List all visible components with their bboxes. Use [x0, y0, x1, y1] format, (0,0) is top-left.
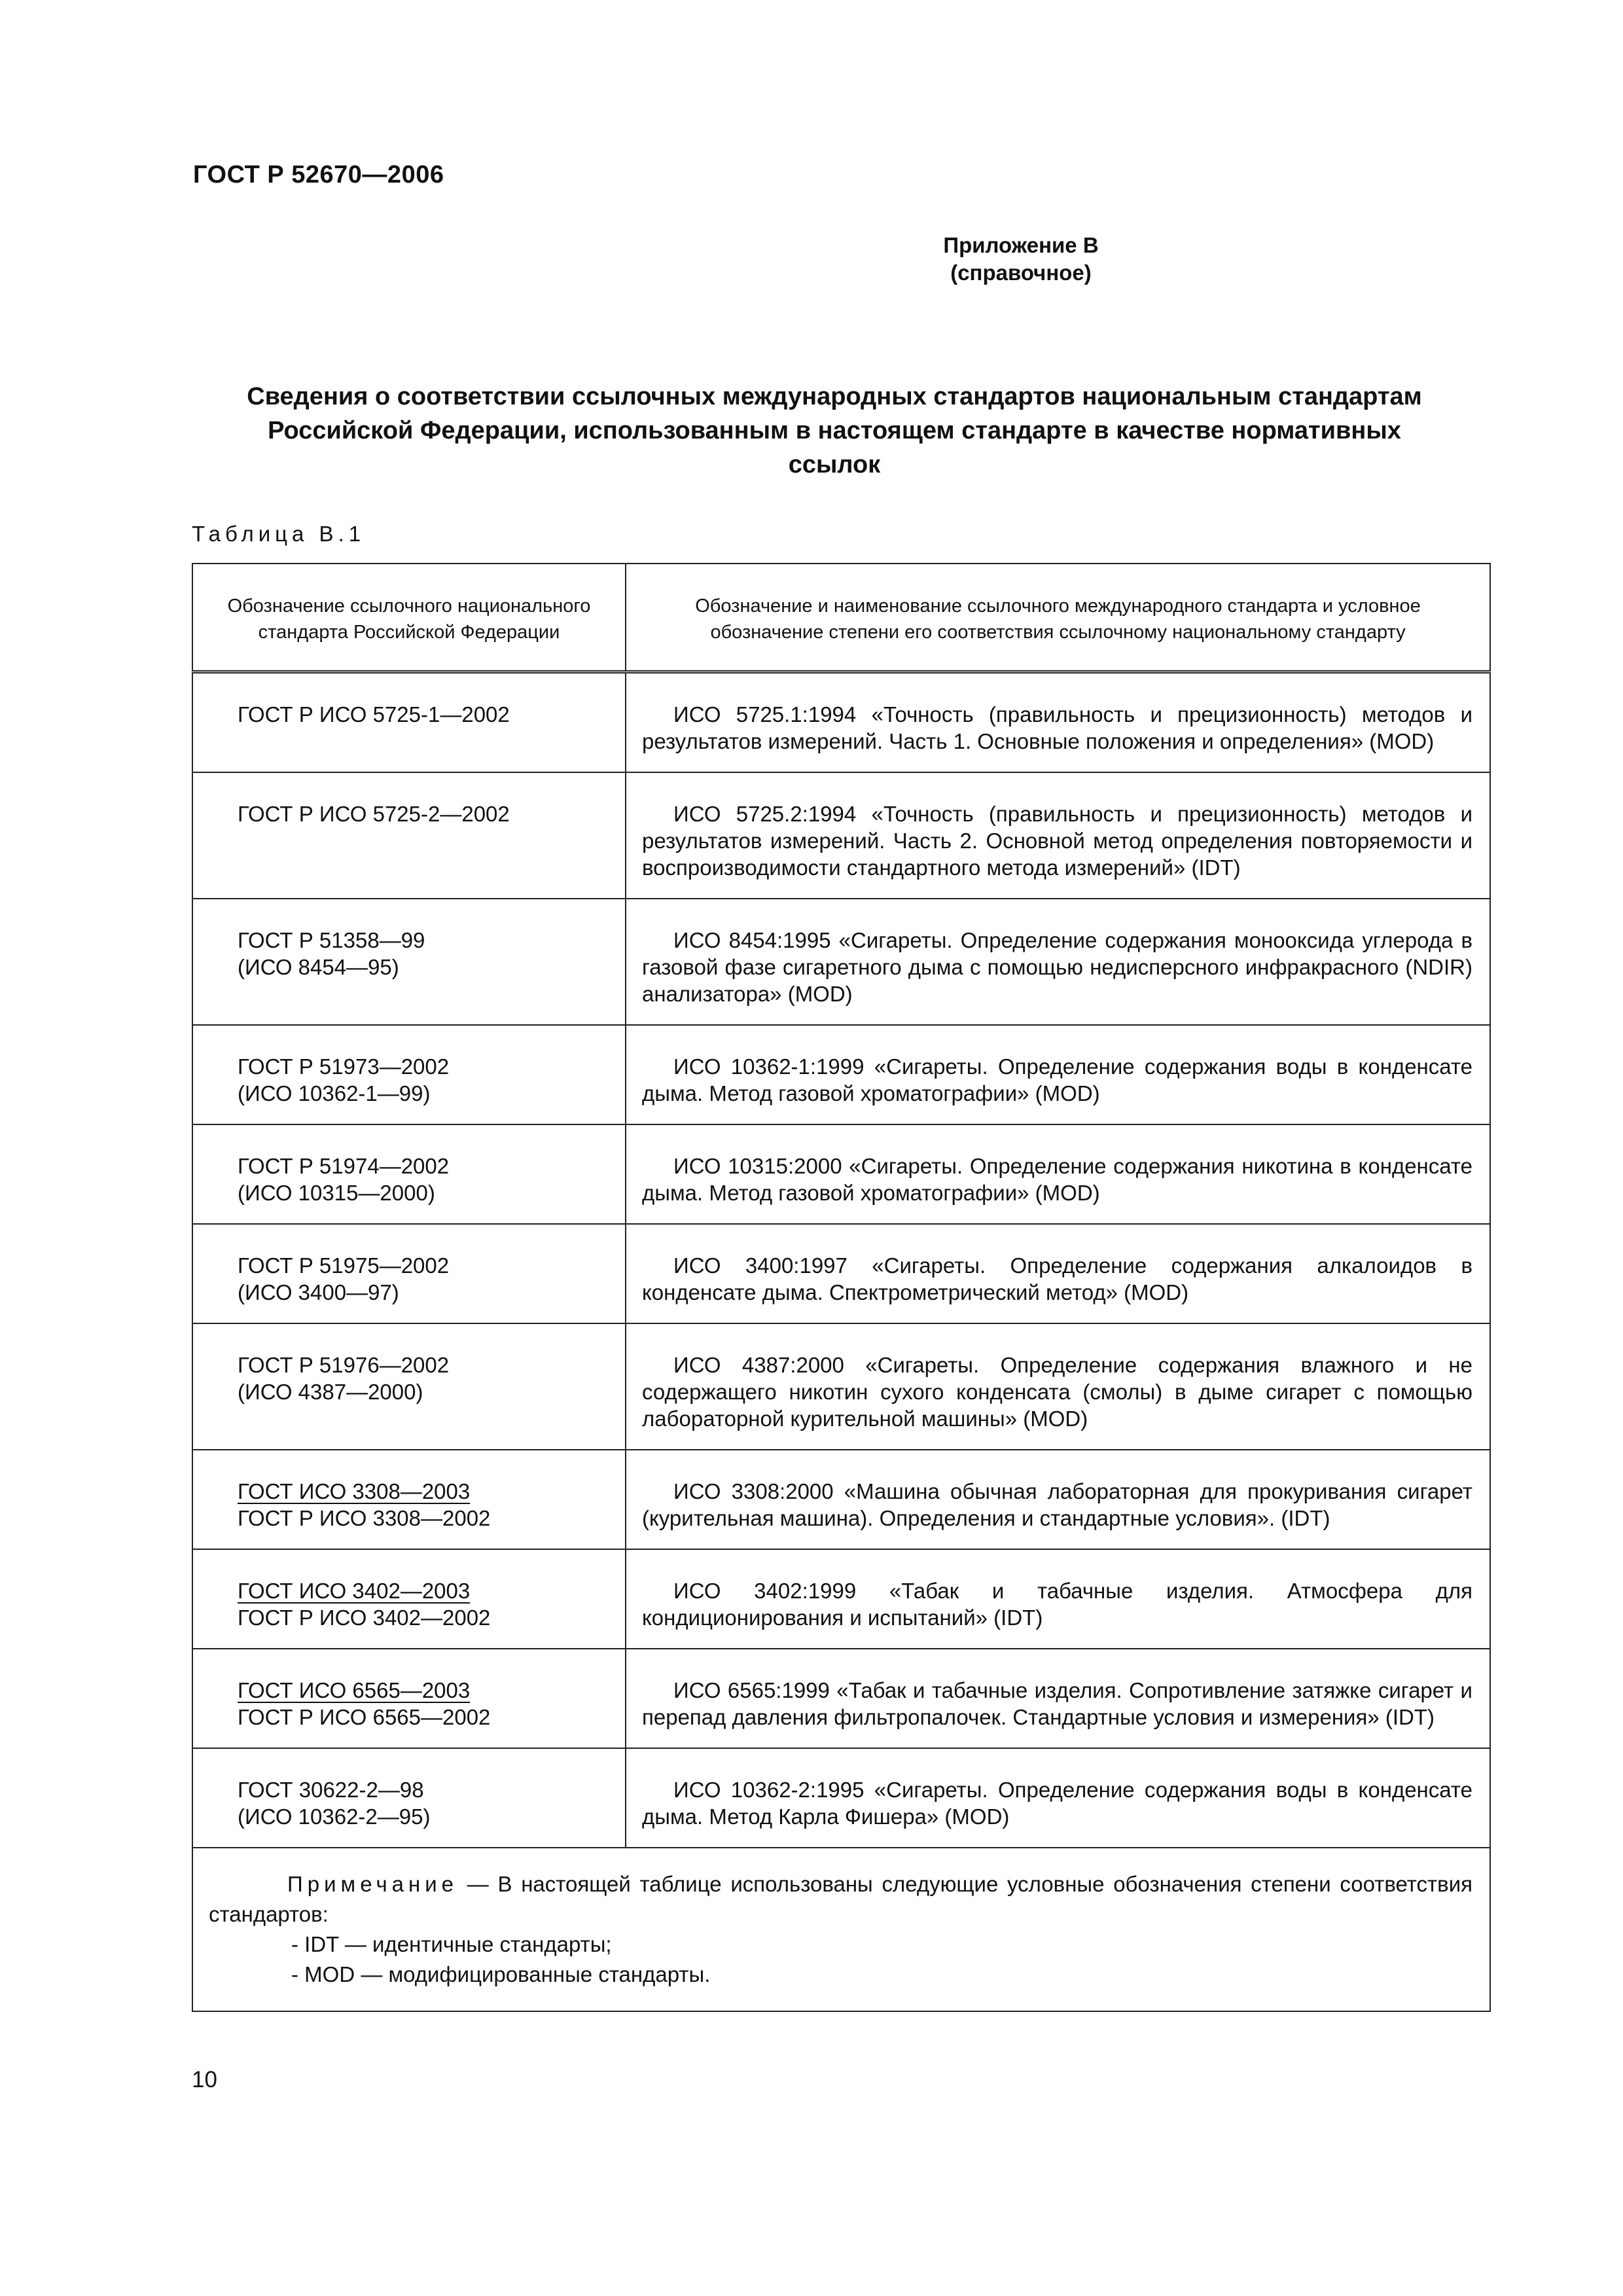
international-cell: ИСО 3308:2000 «Машина обычная лабораторная для прокуривания сигарет (курительная машина). Определения и стандартные условия». (IDT)	[626, 1450, 1490, 1549]
national-cell	[192, 1224, 626, 1323]
international-cell: ИСО 8454:1995 «Сигареты. Определение содержания монооксида углерода в газовой фазе сигаретного дыма с помощью недисперсного инфракрасного (NDIR) анализатора» (MOD)	[626, 899, 1490, 1025]
national-standard-sub: ГОСТ Р ИСО 6565—2002	[238, 1705, 491, 1729]
national-standard-sub: (ИСО 3400—97)	[238, 1280, 399, 1304]
national-standard: ГОСТ Р ИСО 5725-2—2002	[238, 802, 510, 826]
national-cell	[192, 1450, 626, 1549]
header-international: Обозначение и наименование ссылочного международного стандарта и условное обозначение степени его соответствия ссылочному национальному стандарту	[626, 564, 1490, 672]
national-cell	[192, 899, 626, 1025]
national-cell	[192, 1025, 626, 1124]
note-text	[209, 1869, 1472, 1929]
table-row	[192, 1224, 1490, 1323]
national-standard: ГОСТ Р 51976—2002	[238, 1353, 450, 1377]
note-item-idt: - IDT — идентичные стандарты;	[291, 1932, 612, 1956]
title-line-3: ссылок	[788, 451, 881, 478]
national-standard-sub: (ИСО 8454—95)	[238, 955, 399, 979]
national-standard: ГОСТ 30622-2—98	[238, 1778, 424, 1802]
national-cell	[192, 1549, 626, 1649]
appendix-label: Приложение В	[943, 233, 1099, 257]
table-row	[192, 1748, 1490, 1848]
header-national: Обозначение ссылочного национального стандарта Российской Федерации	[192, 564, 626, 672]
international-cell: ИСО 10362-2:1995 «Сигареты. Определение содержания воды в конденсате дыма. Метод Карла Фишера» (MOD)	[626, 1748, 1490, 1848]
table-header-row	[192, 564, 1490, 672]
national-standard-sub: (ИСО 10362-1—99)	[238, 1081, 431, 1105]
national-cell	[192, 1323, 626, 1450]
table-row	[192, 772, 1490, 899]
national-standard-sub: (ИСО 4387—2000)	[238, 1380, 423, 1404]
international-cell: ИСО 4387:2000 «Сигареты. Определение содержания влажного и не содержащего никотин сухого конденсата (смолы) в дыме сигарет с помощью лабораторной курительной машины» (MOD)	[626, 1323, 1490, 1450]
appendix-heading	[0, 232, 1623, 287]
note-body: — В настоящей таблице использованы следующие условные обозначения степени соответствия стандартов:	[209, 1872, 1472, 1926]
national-cell	[192, 1748, 626, 1848]
note-item-mod: - MOD — модифицированные стандарты.	[291, 1962, 711, 1986]
national-standard-sub: ГОСТ Р ИСО 3402—2002	[238, 1605, 491, 1630]
international-cell: ИСО 3402:1999 «Табак и табачные изделия. Атмосфера для кондиционирования и испытаний» (IDT)	[626, 1549, 1490, 1649]
national-cell	[192, 672, 626, 773]
international-cell: ИСО 10362-1:1999 «Сигареты. Определение содержания воды в конденсате дыма. Метод газовой хроматографии» (MOD)	[626, 1025, 1490, 1124]
page-title	[190, 380, 1479, 482]
international-cell: ИСО 6565:1999 «Табак и табачные изделия. Сопротивление затяжке сигарет и перепад давления фильтропалочек. Стандартные условия и измерения» (IDT)	[626, 1649, 1490, 1748]
table-row	[192, 1649, 1490, 1748]
international-cell: ИСО 5725.1:1994 «Точность (правильность и прецизионность) методов и результатов измерений. Часть 1. Основные положения и определения» (MOD)	[626, 672, 1490, 773]
title-line-2: Российской Федерации, использованным в настоящем стандарте в качестве нормативных	[268, 417, 1401, 444]
correspondence-table	[192, 563, 1491, 2012]
national-standard: ГОСТ ИСО 6565—2003	[238, 1678, 471, 1702]
international-cell: ИСО 5725.2:1994 «Точность (правильность и прецизионность) методов и результатов измерений. Часть 2. Основной метод определения повторяемости и воспроизводимости стандартного метода измерений» (IDT)	[626, 772, 1490, 899]
table-row	[192, 899, 1490, 1025]
note-label: Примечание	[287, 1872, 459, 1896]
national-standard: ГОСТ ИСО 3308—2003	[238, 1479, 471, 1503]
table-row	[192, 1549, 1490, 1649]
document-code: ГОСТ Р 52670—2006	[193, 161, 444, 188]
international-cell: ИСО 3400:1997 «Сигареты. Определение содержания алкалоидов в конденсате дыма. Спектрометрический метод» (MOD)	[626, 1224, 1490, 1323]
national-standard-sub: (ИСО 10362-2—95)	[238, 1804, 431, 1829]
table-caption: Таблица В.1	[192, 522, 366, 546]
table-note	[192, 1848, 1490, 2011]
national-cell	[192, 772, 626, 899]
national-standard-sub: ГОСТ Р ИСО 3308—2002	[238, 1506, 491, 1530]
national-cell	[192, 1124, 626, 1224]
national-standard: ГОСТ Р 51974—2002	[238, 1154, 450, 1178]
national-standard: ГОСТ ИСО 3402—2003	[238, 1579, 471, 1603]
table-row	[192, 1124, 1490, 1224]
international-cell: ИСО 10315:2000 «Сигареты. Определение содержания никотина в конденсате дыма. Метод газовой хроматографии» (MOD)	[626, 1124, 1490, 1224]
national-cell	[192, 1649, 626, 1748]
appendix-type: (справочное)	[950, 260, 1092, 285]
table-note-row	[192, 1848, 1490, 2011]
national-standard-sub: (ИСО 10315—2000)	[238, 1181, 435, 1205]
national-standard: ГОСТ Р 51358—99	[238, 928, 425, 952]
page-number: 10	[192, 2067, 217, 2092]
table-row	[192, 1025, 1490, 1124]
title-line-1: Сведения о соответствии ссылочных международных стандартов национальным стандартам	[247, 383, 1422, 410]
table-row	[192, 1323, 1490, 1450]
national-standard: ГОСТ Р 51973—2002	[238, 1054, 450, 1079]
table-row	[192, 1450, 1490, 1549]
national-standard: ГОСТ Р 51975—2002	[238, 1253, 450, 1278]
table-row	[192, 672, 1490, 773]
national-standard: ГОСТ Р ИСО 5725-1—2002	[238, 702, 510, 726]
